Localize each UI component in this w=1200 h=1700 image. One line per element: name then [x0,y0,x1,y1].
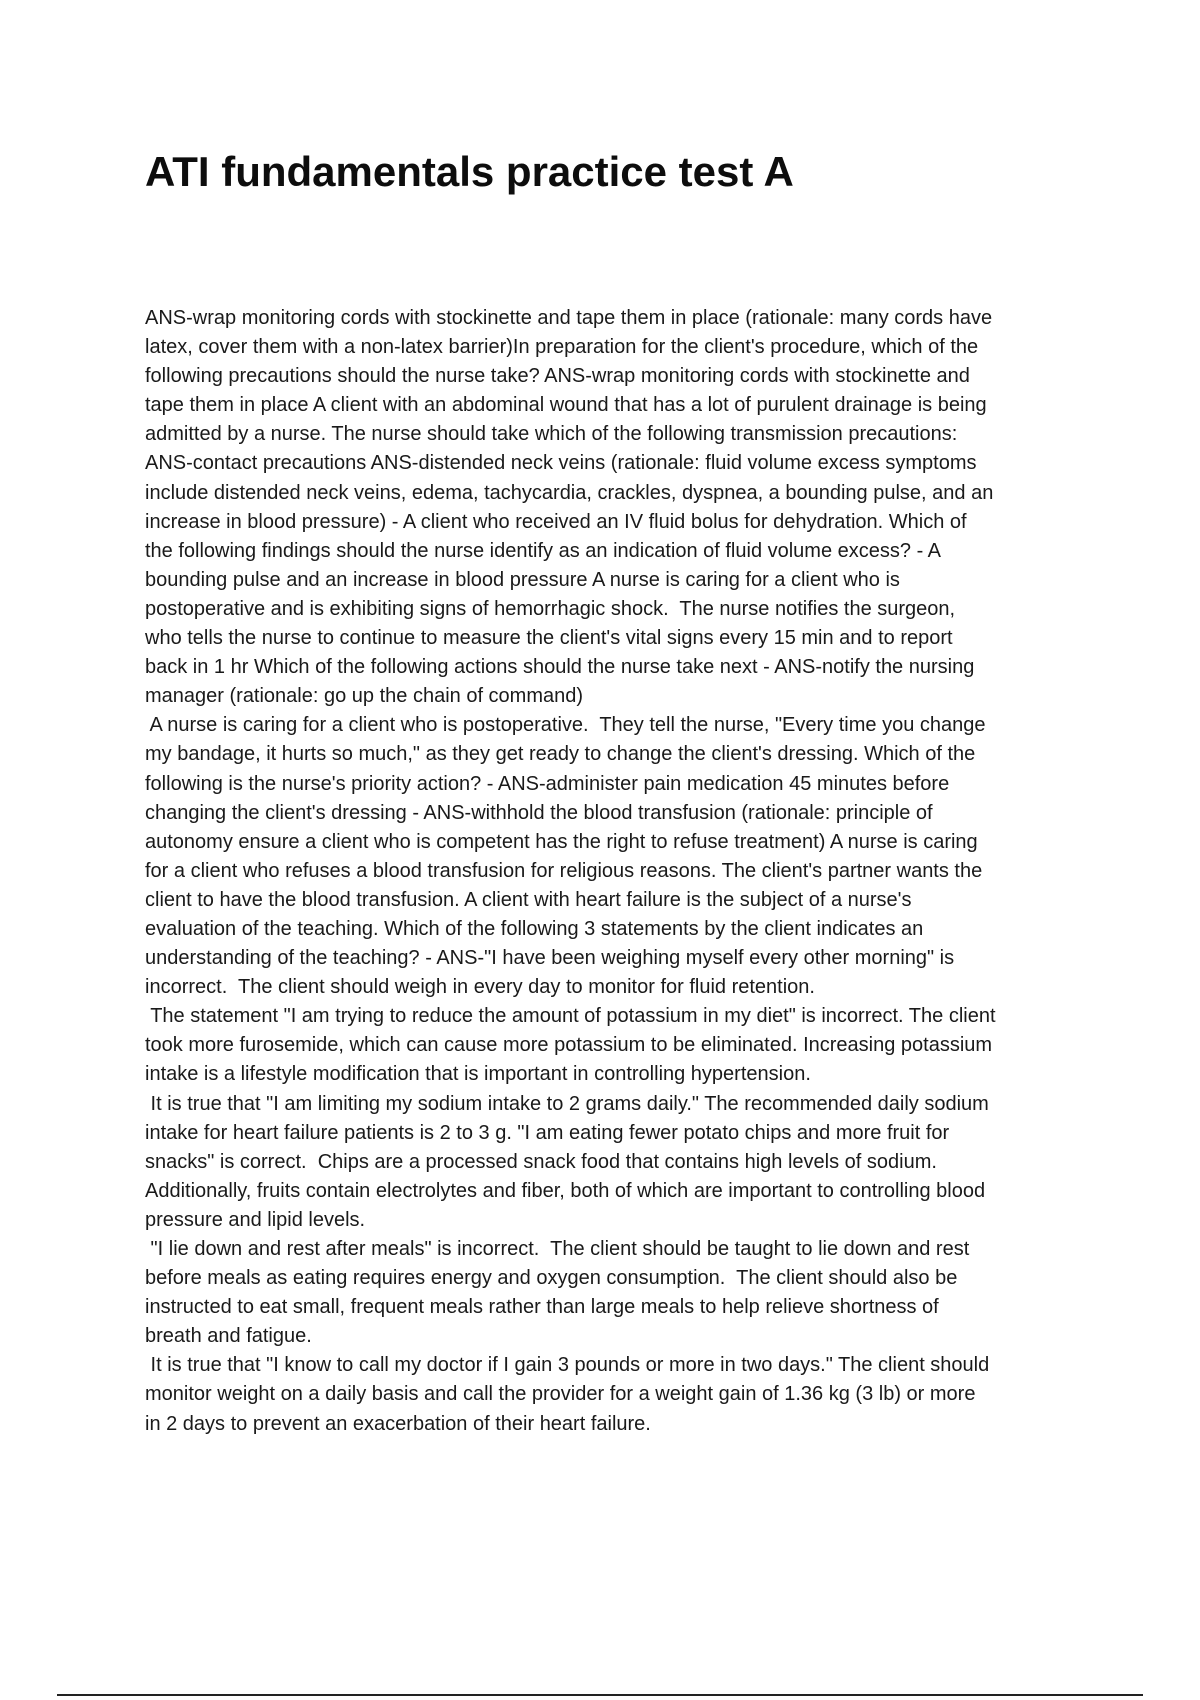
text-line: changing the client's dressing - ANS-withhold the blood transfusion (rationale: principle of [145,801,933,824]
text-line: in 2 days to prevent an exacerbation of their heart failure. [145,1412,651,1435]
text-line: for a client who refuses a blood transfusion for religious reasons. The client's partner wants the [145,859,983,882]
page-title: ATI fundamentals practice test A [145,148,794,195]
text-line: evaluation of the teaching. Which of the following 3 statements by the client indicates an [145,917,924,940]
text-line: bounding pulse and an increase in blood pressure A nurse is caring for a client who is [145,568,900,591]
text-line: snacks" is correct. Chips are a processed snack food that contains high levels of sodium. [145,1150,937,1173]
footer-divider [57,1694,1143,1696]
text-line: the following findings should the nurse identify as an indication of fluid volume excess? - A [145,539,942,562]
text-line: intake is a lifestyle modification that is important in controlling hypertension. [145,1063,811,1086]
text-line: intake for heart failure patients is 2 to 3 g. "I am eating fewer potato chips and more fruit for [145,1121,950,1144]
text-line: The statement "I am trying to reduce the amount of potassium in my diet" is incorrect. The client [145,1005,996,1028]
text-line: Additionally, fruits contain electrolytes and fiber, both of which are important to controlling blood [145,1179,986,1202]
text-line: admitted by a nurse. The nurse should take which of the following transmission precautions: [145,423,958,446]
text-line: postoperative and is exhibiting signs of hemorrhagic shock. The nurse notifies the surgeon, [145,597,956,620]
text-line: It is true that "I know to call my doctor if I gain 3 pounds or more in two days." The client should [145,1354,990,1377]
text-line: took more furosemide, which can cause more potassium to be eliminated. Increasing potassium [145,1034,993,1057]
text-line: autonomy ensure a client who is competent has the right to refuse treatment) A nurse is caring [145,830,978,853]
text-line: my bandage, it hurts so much," as they get ready to change the client's dressing. Which of the [145,743,976,766]
text-line: who tells the nurse to continue to measure the client's vital signs every 15 min and to report [145,627,953,650]
text-line: breath and fatigue. [145,1325,312,1348]
text-line: client to have the blood transfusion. A client with heart failure is the subject of a nurse's [145,888,912,911]
text-line: understanding of the teaching? - ANS-"I have been weighing myself every other morning" is [145,947,955,970]
text-line: back in 1 hr Which of the following actions should the nurse take next - ANS-notify the nursing [145,656,975,679]
text-line: "I lie down and rest after meals" is incorrect. The client should be taught to lie down and rest [145,1238,970,1260]
text-line: ANS-contact precautions ANS-distended neck veins (rationale: fluid volume excess symptoms [145,452,977,475]
text-line: increase in blood pressure) - A client who received an IV fluid bolus for dehydration. Which of [145,510,967,533]
text-line: instructed to eat small, frequent meals rather than large meals to help relieve shortness of [145,1296,939,1319]
text-line: It is true that "I am limiting my sodium intake to 2 grams daily." The recommended daily sodium [145,1092,989,1115]
text-line: tape them in place A client with an abdominal wound that has a lot of purulent drainage is being [145,394,987,417]
text-line: following is the nurse's priority action? - ANS-administer pain medication 45 minutes before [145,772,950,795]
text-line: pressure and lipid levels. [145,1208,366,1231]
text-line: A nurse is caring for a client who is postoperative. They tell the nurse, "Every time you change [145,714,986,737]
text-line: following precautions should the nurse take? ANS-wrap monitoring cords with stockinette and [145,365,970,388]
text-line: monitor weight on a daily basis and call the provider for a weight gain of 1.36 kg (3 lb) or more [145,1383,976,1406]
document-body [145,304,1105,1439]
text-line: ANS-wrap monitoring cords with stockinette and tape them in place (rationale: many cords have [145,307,993,329]
text-line: latex, cover them with a non-latex barrier)In preparation for the client's procedure, which of the [145,336,979,359]
text-line: before meals as eating requires energy and oxygen consumption. The client should also be [145,1267,958,1290]
text-line: include distended neck veins, edema, tachycardia, crackles, dyspnea, a bounding pulse, and an [145,481,994,504]
text-line: manager (rationale: go up the chain of command) [145,685,584,708]
text-line: incorrect. The client should weigh in every day to monitor for fluid retention. [145,976,815,999]
